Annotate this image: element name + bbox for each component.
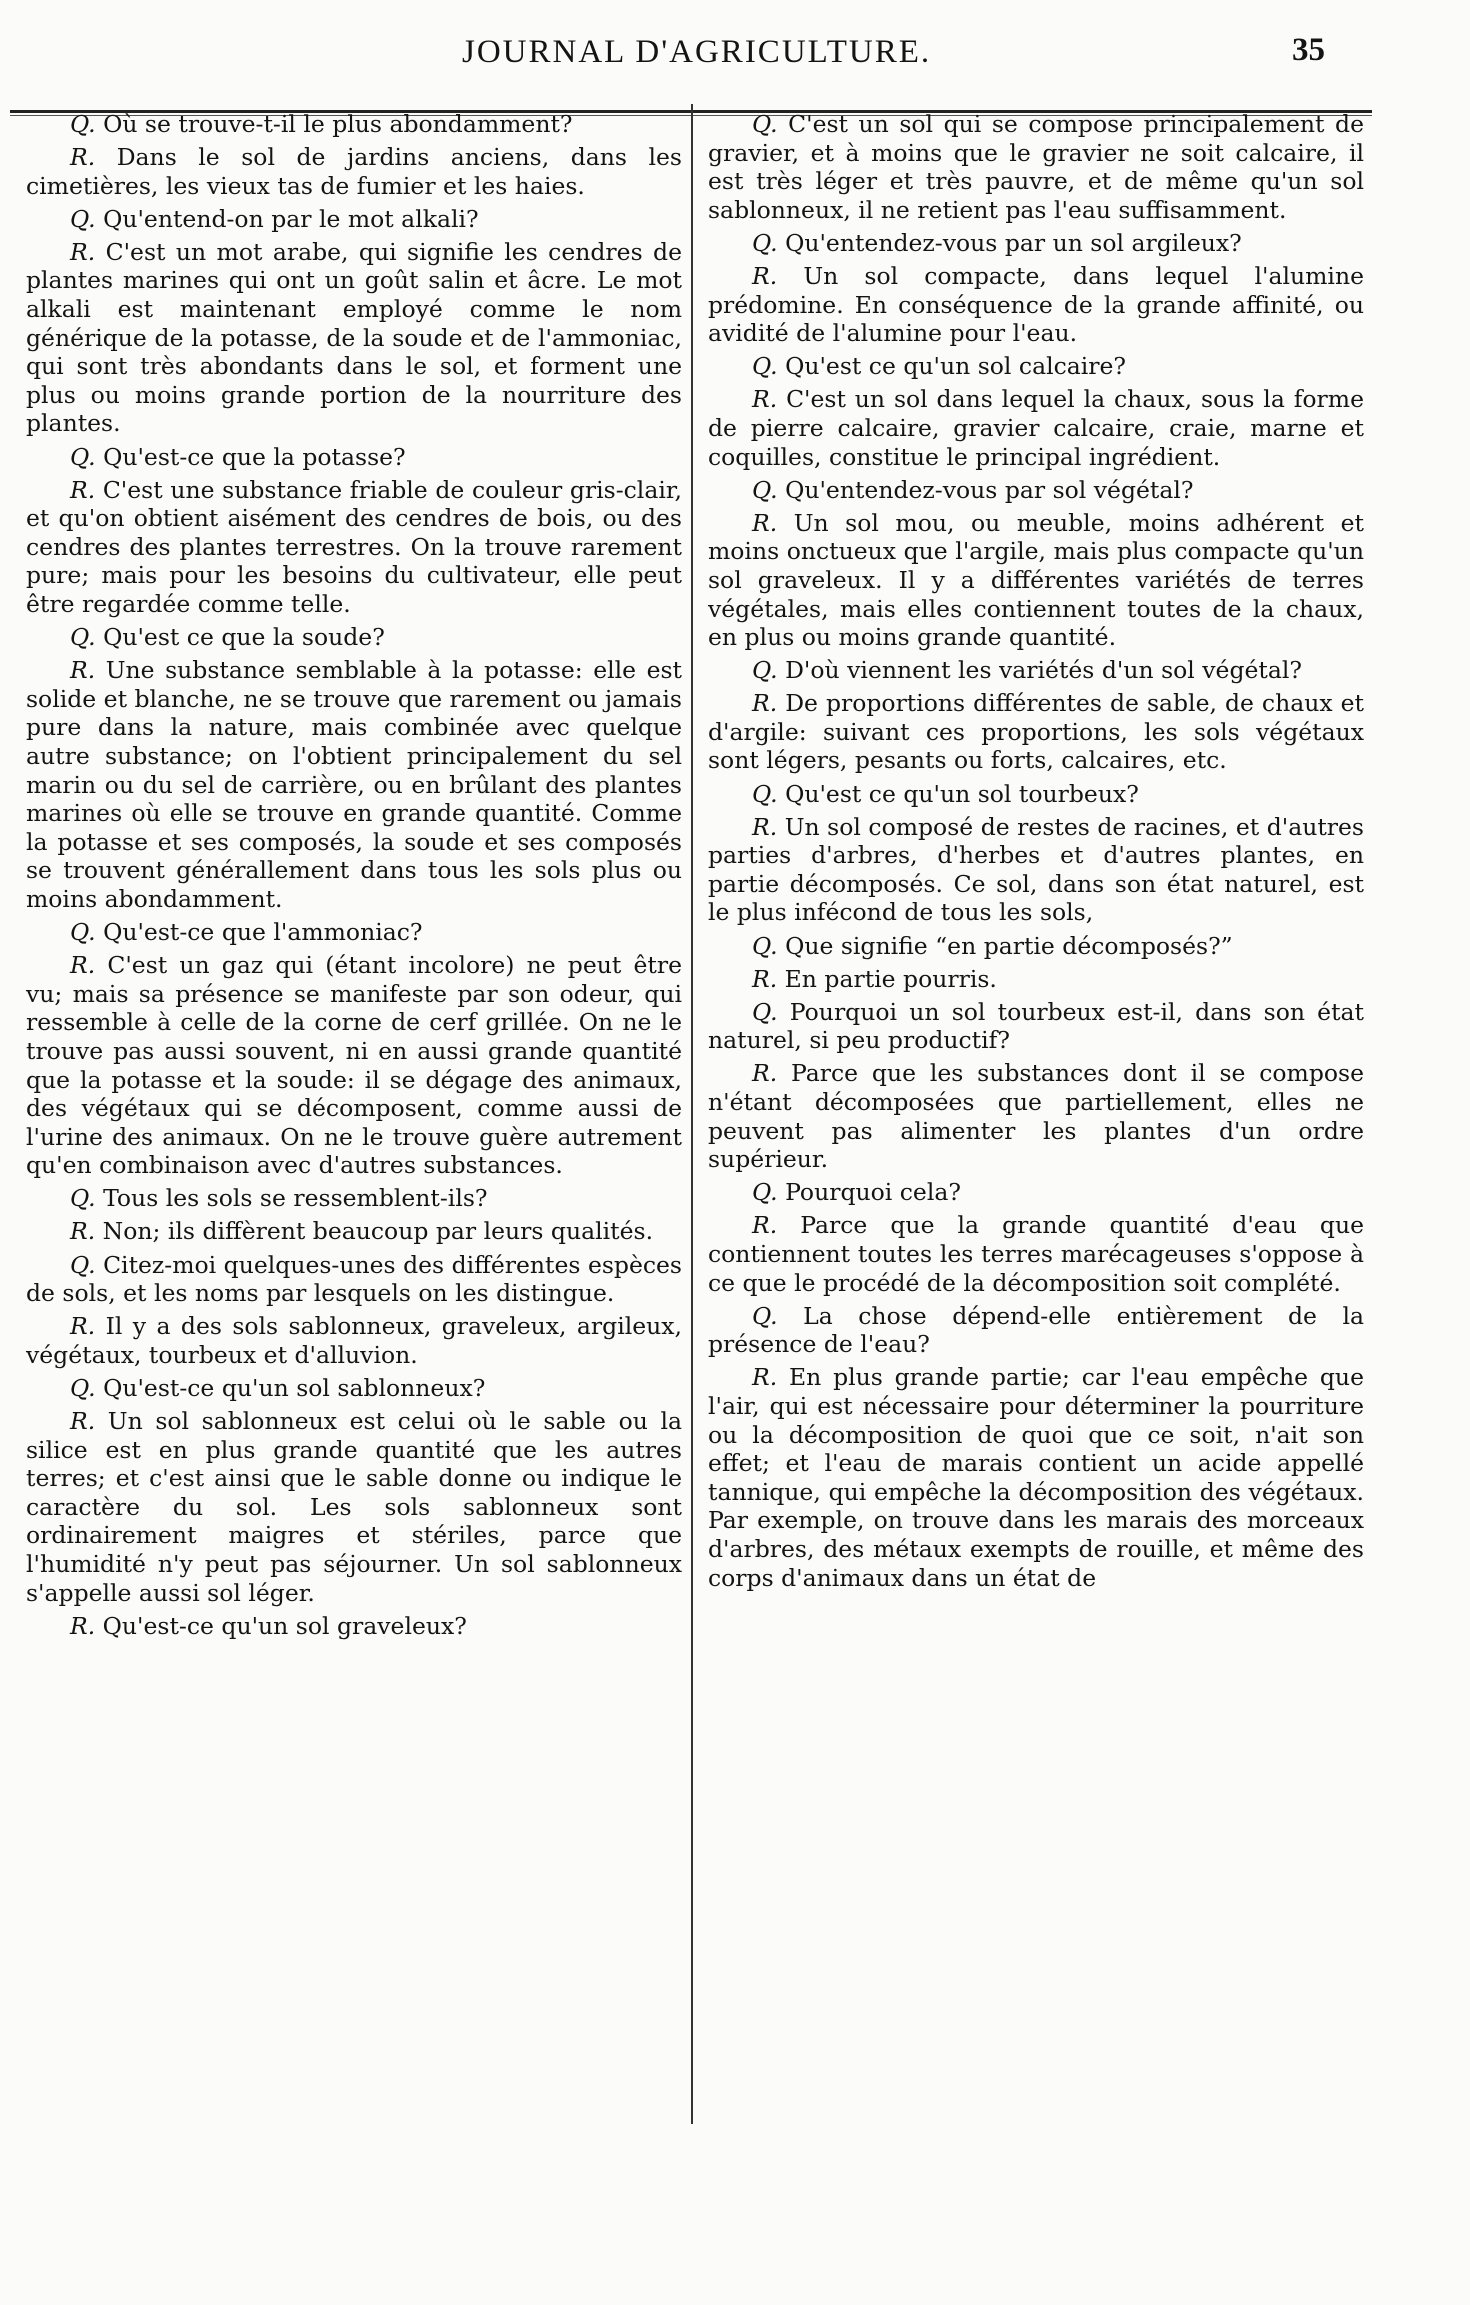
speaker-label: R. (70, 1217, 96, 1246)
paragraph-text: Qu'est ce que la soude? (103, 623, 385, 652)
qa-paragraph (708, 1302, 1364, 1359)
speaker-label: Q. (752, 475, 778, 504)
speaker-label: Q. (752, 110, 778, 138)
qa-paragraph (708, 385, 1364, 471)
qa-paragraph (26, 1407, 682, 1607)
speaker-label: Q. (70, 918, 96, 947)
qa-paragraph (708, 998, 1364, 1055)
qa-paragraph (26, 951, 682, 1180)
paragraph-text: Un sol compacte, dans lequel l'alumine prédomine. En conséquence de la grande affinité, ou avidité de l'alumine pour l'eau. (708, 261, 1364, 348)
qa-paragraph (708, 476, 1364, 505)
qa-paragraph (26, 476, 682, 619)
paragraph-text: Une substance semblable à la potasse: elle est solide et blanche, ne se trouve que rarement ou jamais pure dans la nature, mais combinée avec quelque autre substance; on l'obtient principalement du sel marin ou du sel de carrière, ou en brûlant des plantes marines où elle se trouve en grande quantité. Comme la potasse et ses composés, la soude et ses composés se trouvent générallement dans tous les sols plus ou moins abondamment. (26, 656, 682, 913)
qa-paragraph (26, 656, 682, 913)
paragraph-text: Parce que les substances dont il se compose n'étant décomposées que partiellement, elles ne peuvent pas alimenter les plantes d'un ordre supérieur. (708, 1059, 1364, 1174)
speaker-label: R. (70, 951, 96, 980)
speaker-label: Q. (70, 1184, 96, 1213)
paragraph-text: Dans le sol de jardins anciens, dans les cimetières, les vieux tas de fumier et les haies. (26, 143, 682, 200)
speaker-label: Q. (752, 931, 778, 960)
speaker-label: Q. (70, 110, 96, 138)
right-column (708, 110, 1364, 1597)
paragraph-text: Citez-moi quelques-unes des différentes espèces de sols, et les noms par lesquels on les distingue. (26, 1250, 682, 1308)
paragraph-text: Où se trouve-t-il le plus abondamment? (103, 110, 573, 138)
paragraph-text: C'est un sol qui se compose principalement de gravier, et à moins que le gravier ne soit calcaire, il est très léger et très pauvre, et de même qu'un sol sablonneux, il ne retient pas l'eau suffisamment. (708, 110, 1364, 224)
speaker-label: R. (752, 812, 778, 841)
paragraph-text: C'est un mot arabe, qui signifie les cendres de plantes marines qui ont un goût salin et âcre. Le mot alkali est maintenant employé comme le nom générique de la potasse, de la soude et de l'ammoniac, qui sont très abondants dans le sol, et forment une plus ou moins grande portion de la nourriture des plantes. (26, 237, 682, 438)
qa-paragraph (708, 229, 1364, 258)
speaker-label: R. (70, 1611, 96, 1640)
qa-paragraph (708, 509, 1364, 652)
qa-paragraph (26, 1374, 682, 1403)
paragraph-text: C'est une substance friable de couleur gris-clair, et qu'on obtient aisément des cendres de bois, ou des cendres des plantes terrestres. On la trouve rarement pure; mais pour les besoins du cultivateur, elle peut être regardée comme telle. (26, 475, 682, 618)
speaker-label: Q. (70, 442, 96, 471)
speaker-label: R. (752, 1211, 778, 1240)
speaker-label: R. (70, 237, 96, 266)
running-title: JOURNAL D'AGRICULTURE. (462, 34, 932, 70)
speaker-label: Q. (752, 997, 778, 1026)
paragraph-text: C'est un gaz qui (étant incolore) ne peut être vu; mais sa présence se manifeste par son odeur, qui ressemble à celle de la corne de cerf grillée. On ne le trouve pas aussi souvent, ni en aussi grande quantité que la potasse et la soude: il se dégage des animaux, des végétaux qui se décomposent, comme aussi de l'urine des animaux. On ne le trouve guère autrement qu'en combinaison avec d'autres substances. (26, 951, 682, 1180)
qa-paragraph (26, 1312, 682, 1369)
paragraph-text: Non; ils diffèrent beaucoup par leurs qualités. (102, 1217, 654, 1246)
speaker-label: Q. (752, 779, 778, 808)
qa-paragraph (708, 689, 1364, 775)
qa-paragraph (26, 1612, 682, 1641)
speaker-label: Q. (70, 1373, 96, 1402)
speaker-label: Q. (752, 352, 778, 381)
paragraph-text: De proportions différentes de sable, de chaux et d'argile: suivant ces proportions, les sols végétaux sont légers, pesants ou forts, calcaires, etc. (708, 689, 1364, 775)
speaker-label: R. (752, 508, 778, 537)
qa-paragraph (708, 352, 1364, 381)
speaker-label: Q. (752, 656, 778, 685)
left-column (26, 110, 682, 1645)
qa-paragraph (26, 1251, 682, 1308)
qa-paragraph (708, 1178, 1364, 1207)
qa-paragraph (26, 110, 682, 139)
qa-paragraph (708, 1059, 1364, 1173)
speaker-label: Q. (70, 623, 96, 652)
paragraph-text: Il y a des sols sablonneux, graveleux, argileux, végétaux, tourbeux et d'alluvion. (26, 1312, 682, 1369)
paragraph-text: Qu'est ce qu'un sol tourbeux? (785, 779, 1139, 808)
paragraph-text: La chose dépend-elle entièrement de la présence de l'eau? (708, 1301, 1364, 1359)
paragraph-text: Un sol mou, ou meuble, moins adhérent et moins onctueux que l'argile, mais plus compacte qu'un sol graveleux. Il y a différentes variétés de terres végétales, mais elles contiennent toutes de la chaux, en plus ou moins grande quantité. (708, 508, 1364, 652)
qa-paragraph (26, 918, 682, 947)
paragraph-text: Qu'entendez-vous par un sol argileux? (785, 228, 1242, 257)
speaker-label: Q. (752, 1301, 778, 1330)
qa-paragraph (708, 1363, 1364, 1592)
qa-paragraph (26, 1184, 682, 1213)
paragraph-text: Parce que la grande quantité d'eau que contiennent toutes les terres marécageuses s'oppose à ce que le procédé de la décomposition soit complété. (708, 1211, 1364, 1297)
paragraph-text: Qu'est-ce qu'un sol graveleux? (102, 1611, 467, 1640)
qa-paragraph (708, 780, 1364, 809)
qa-paragraph (708, 262, 1364, 348)
speaker-label: R. (752, 1363, 778, 1392)
speaker-label: Q. (752, 228, 778, 257)
qa-paragraph (708, 813, 1364, 927)
paragraph-text: Que signifie “en partie décomposés?” (785, 931, 1233, 960)
qa-paragraph (26, 623, 682, 652)
speaker-label: R. (752, 964, 778, 993)
paragraph-text: D'où viennent les variétés d'un sol végétal? (785, 656, 1302, 685)
qa-paragraph (708, 965, 1364, 994)
speaker-label: R. (752, 1059, 778, 1088)
speaker-label: R. (752, 385, 778, 414)
speaker-label: R. (70, 656, 96, 685)
paragraph-text: Un sol sablonneux est celui où le sable ou la silice est en plus grande quantité que les autres terres; et c'est ainsi que le sable donne ou indique le caractère du sol. Les sols sablonneux sont ordinairement maigres et stériles, parce que l'humidité n'y peut pas séjourner. Un sol sablonneux s'appelle aussi sol léger. (26, 1407, 682, 1607)
speaker-label: Q. (70, 204, 96, 233)
qa-paragraph (26, 1217, 682, 1246)
qa-paragraph (26, 143, 682, 200)
qa-paragraph (26, 205, 682, 234)
speaker-label: Q. (70, 1250, 96, 1279)
qa-paragraph (26, 238, 682, 438)
paragraph-text: Qu'entendez-vous par sol végétal? (785, 475, 1194, 504)
paragraph-text: Qu'est-ce qu'un sol sablonneux? (103, 1373, 486, 1402)
paragraph-text: Pourquoi un sol tourbeux est-il, dans son état naturel, si peu productif? (708, 997, 1364, 1055)
paragraph-text: Qu'est-ce que la potasse? (103, 442, 406, 471)
speaker-label: Q. (752, 1178, 778, 1207)
speaker-label: R. (70, 1407, 96, 1436)
qa-paragraph (708, 110, 1364, 224)
page-header (0, 16, 1470, 76)
paragraph-text: Qu'entend-on par le mot alkali? (103, 204, 479, 233)
speaker-label: R. (752, 689, 778, 718)
paragraph-text: C'est un sol dans lequel la chaux, sous la forme de pierre calcaire, gravier calcaire, craie, marne et coquilles, constitue le principal ingrédient. (708, 385, 1364, 471)
qa-paragraph (708, 1211, 1364, 1297)
paragraph-text: Tous les sols se ressemblent-ils? (103, 1184, 488, 1213)
qa-paragraph (708, 656, 1364, 685)
page-number: 35 (1292, 32, 1325, 68)
paragraph-text: En partie pourris. (784, 964, 997, 993)
paragraph-text: Qu'est ce qu'un sol calcaire? (785, 352, 1127, 381)
paragraph-text: En plus grande partie; car l'eau empêche que l'air, qui est nécessaire pour déterminer la pourriture ou la décomposition de quoi que ce soit, n'ait son effet; et l'eau de marais contient un acide appellé tannique, qui empêche la décomposition des végétaux. Par exemple, on trouve dans les marais des morceaux d'arbres, des métaux exempts de rouille, et même des corps d'animaux dans un état de (708, 1363, 1364, 1592)
qa-paragraph (26, 443, 682, 472)
qa-paragraph (708, 932, 1364, 961)
column-divider (691, 104, 693, 2124)
speaker-label: R. (70, 475, 96, 504)
paragraph-text: Qu'est-ce que l'ammoniac? (103, 918, 423, 947)
paragraph-text: Un sol composé de restes de racines, et d'autres parties d'arbres, d'herbes et d'autres plantes, en partie décomposés. Ce sol, dans son état naturel, est le plus infécond de tous les sols, (708, 812, 1364, 927)
speaker-label: R. (70, 143, 96, 172)
speaker-label: R. (70, 1312, 96, 1341)
paragraph-text: Pourquoi cela? (785, 1178, 961, 1207)
speaker-label: R. (752, 261, 778, 290)
